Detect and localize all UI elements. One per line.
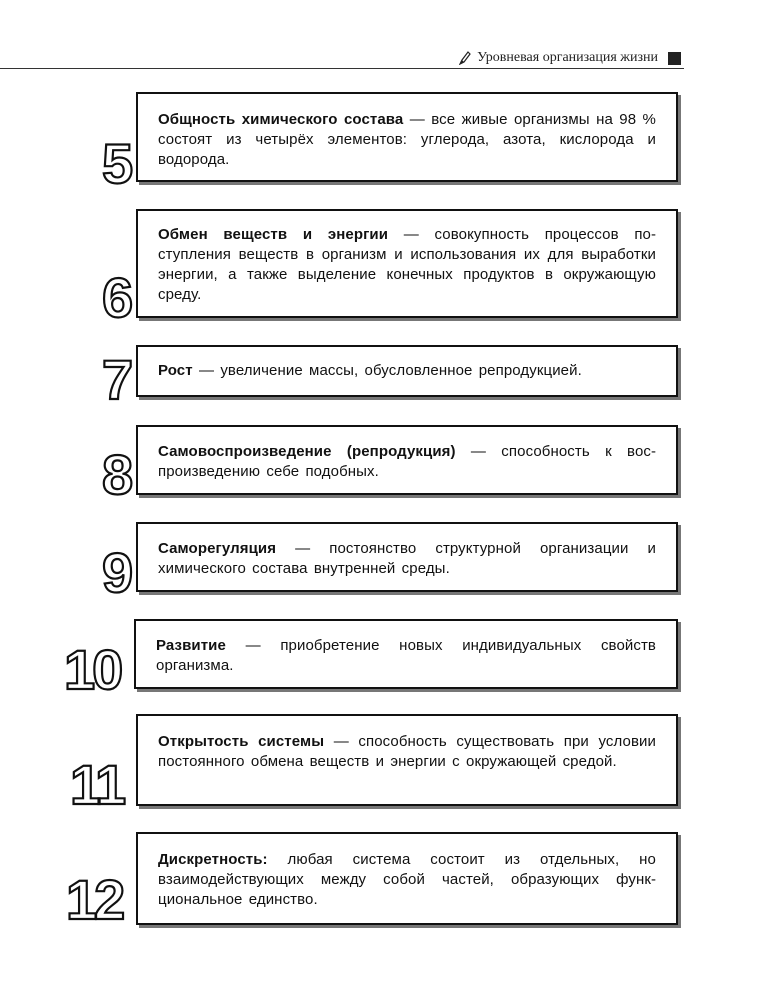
definition-text-5 bbox=[158, 110, 656, 170]
definition-term: Саморегуляция bbox=[158, 540, 277, 557]
definition-body: — совокупность процессов поступления веществ в организм и использования их для выработки энергии, а также выделение конечных продуктов в окружающую среду. bbox=[158, 226, 656, 303]
item-number-10: 10 bbox=[64, 638, 121, 701]
definition-body: — способность к воспроизведению себе подобных. bbox=[158, 443, 656, 480]
item-number-9: 9 bbox=[102, 541, 131, 604]
definition-box-10 bbox=[134, 619, 678, 689]
item-number-7: 7 bbox=[102, 348, 131, 411]
page-header bbox=[0, 48, 759, 70]
definition-box-9 bbox=[136, 522, 678, 592]
definition-text-12 bbox=[158, 850, 656, 910]
item-number-6: 6 bbox=[102, 266, 131, 329]
item-number-5: 5 bbox=[102, 132, 131, 195]
definition-term: Открытость системы bbox=[158, 733, 325, 750]
definition-term: Самовоспроизведение (репродукция) bbox=[158, 443, 456, 460]
definition-term: Общность химического состава bbox=[158, 111, 404, 128]
definition-term: Развитие bbox=[156, 637, 226, 654]
header-rule bbox=[0, 68, 684, 69]
definition-body: — увеличение массы, обусловленное репродукцией. bbox=[192, 362, 582, 379]
definition-box-7 bbox=[136, 345, 678, 397]
definition-box-12 bbox=[136, 832, 678, 925]
definition-body: — приобретение новых индивидуальных свойств организма. bbox=[156, 637, 656, 674]
definition-body: любая система состоит из отдельных, но взаимодействующих между собой частей, образующих функциональное единство. bbox=[158, 851, 656, 908]
page-number: 9 bbox=[673, 50, 680, 65]
definition-box-6 bbox=[136, 209, 678, 318]
definition-body: — все живые организмы на 98 % состоят из четырёх элементов: углерода, азота, кислорода и водорода. bbox=[158, 111, 656, 168]
running-head bbox=[459, 50, 681, 66]
definition-box-8 bbox=[136, 425, 678, 495]
definition-term: Рост bbox=[158, 362, 193, 379]
running-head-title: Уровневая организация жизни bbox=[477, 50, 658, 65]
definition-text-9 bbox=[158, 539, 656, 579]
pen-icon bbox=[459, 51, 471, 65]
definition-text-7 bbox=[158, 361, 656, 381]
definition-text-6 bbox=[158, 225, 656, 305]
definition-body: — постоянство структурной организации и химического состава внутренней среды. bbox=[158, 540, 656, 577]
definition-text-11 bbox=[158, 732, 656, 772]
definition-text-8 bbox=[158, 442, 656, 482]
definition-body: — способность существовать при условии постоянного обмена веществ и энергии с окружающей средой. bbox=[158, 733, 656, 770]
definition-box-5 bbox=[136, 92, 678, 182]
item-number-8: 8 bbox=[102, 443, 131, 506]
definition-text-10 bbox=[156, 636, 656, 676]
definition-term: Обмен веществ и энергии bbox=[158, 226, 389, 243]
definition-term: Дискретность: bbox=[158, 851, 268, 868]
item-number-12: 12 bbox=[66, 868, 123, 931]
definition-box-11 bbox=[136, 714, 678, 806]
item-number-11: 11 bbox=[70, 753, 124, 816]
